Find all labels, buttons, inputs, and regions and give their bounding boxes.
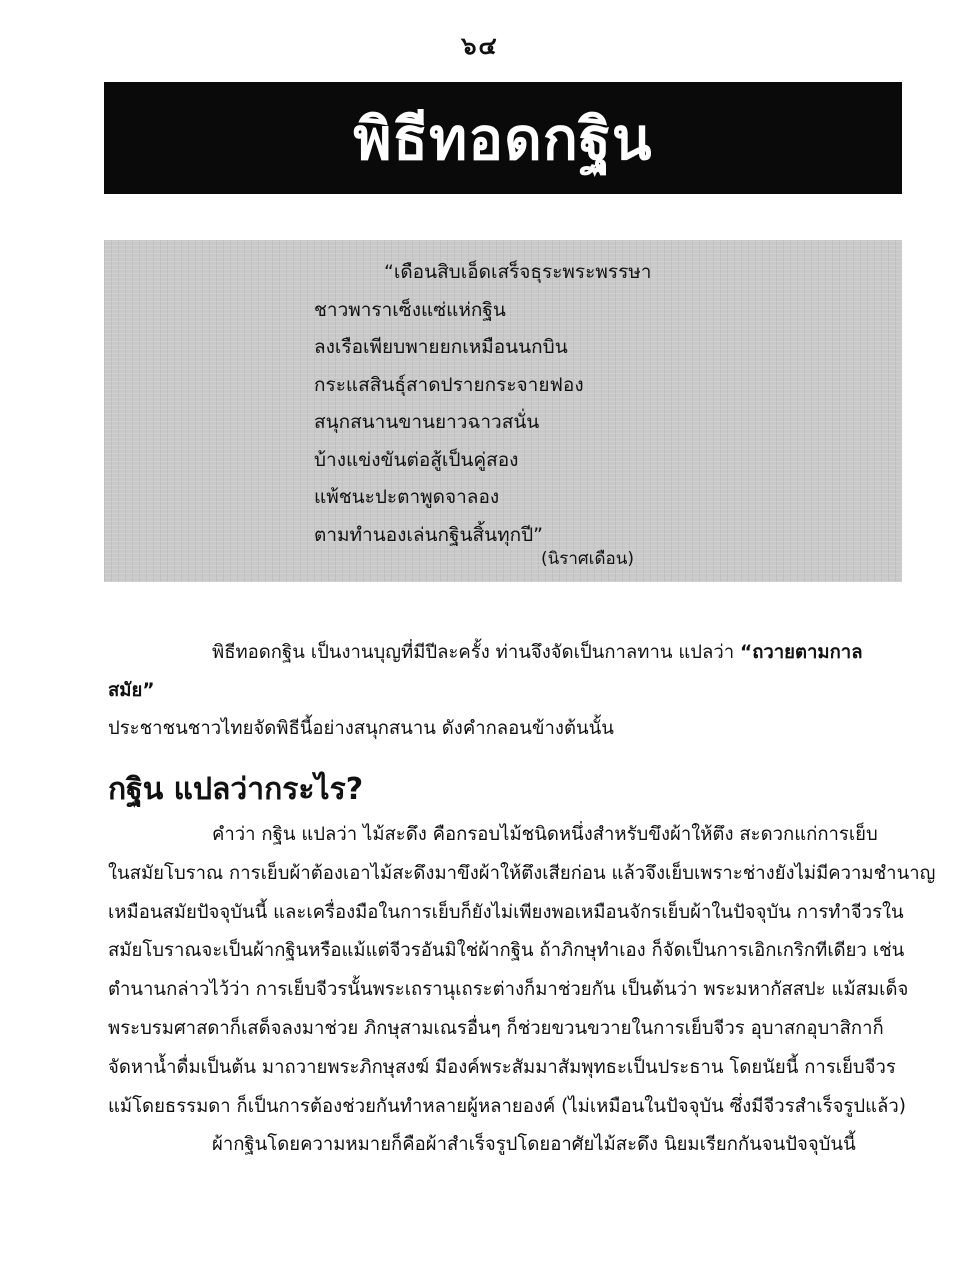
body-line: จัดหาน้ำดื่มเป็นต้น มาถวายพระภิกษุสงฆ์ มีองค์พระสัมมาสัมพุทธะเป็นประธาน โดยนัยนี้ การเย็บจีวร (108, 1056, 896, 1078)
poem-line: ชาวพาราเซ็งแซ่แห่กฐิน (314, 298, 506, 321)
body-line-text: ผ้ากฐินโดยความหมายก็คือผ้าสำเร็จรูปโดยอาศัยไม้สะดึง นิยมเรียกกันจนปัจจุบันนี้ (212, 1134, 856, 1156)
body-line (108, 1126, 900, 1165)
poem-line: แพ้ชนะปะตาพูดจาลอง (314, 486, 500, 508)
page-number: ๖๔ (461, 32, 499, 60)
body-line: ในสมัยโบราณ การเย็บผ้าต้องเอาไม้สะดึงมาขึงผ้าให้ตึงเสียก่อน แล้วจึงเย็บเพราะช่างยังไม่มีความชำนาญ (108, 862, 936, 884)
poem-box (104, 240, 902, 582)
body-line: ตำนานกล่าวไว้ว่า การเย็บจีวรนั้นพระเถรานุเถระต่างก็มาช่วยกัน เป็นต้นว่า พระมหากัสสปะ แม้สมเด็จ (108, 979, 909, 1001)
poem-line: “เดือนสิบเอ็ดเสร็จธุระพระพรรษา (384, 261, 652, 283)
intro-paragraph (108, 634, 900, 748)
body-line: แม้โดยธรรมดา ก็เป็นการต้องช่วยกันทำหลายผู้หลายองค์ (ไม่เหมือนในปัจจุบัน ซึ่งมีจีวรสำเร็จรูปแล้ว) (108, 1095, 906, 1117)
poem-line: ลงเรือเพียบพายยกเหมือนนกบิน (314, 336, 568, 358)
poem-line: บ้างแข่งขันต่อสู้เป็นคู่สอง (314, 448, 519, 471)
title-banner (104, 82, 902, 194)
poem-line: สนุกสนานขานยาวฉาวสนั่น (314, 411, 540, 433)
body-line (108, 816, 900, 855)
body-line: สมัยโบราณจะเป็นผ้ากฐินหรือแม้แต่จีวรอันมิใช่ผ้ากฐิน ถ้าภิกษุทำเอง ก็จัดเป็นการเอิกเกริกทีเดียว เช่น (108, 940, 905, 962)
poem-line: กระแสสินธุ์สาดปรายกระจายฟอง (314, 373, 584, 396)
poem-source: (นิราศเดือน) (540, 549, 634, 569)
body-line-text: คำว่า กฐิน แปลว่า ไม้สะดึง คือกรอบไม้ชนิดหนึ่งสำหรับขึงผ้าให้ตึง สะดวกแก่การเย็บ (212, 824, 878, 845)
body-line: พระบรมศาสดาก็เสด็จลงมาช่วย ภิกษุสามเณรอื่นๆ ก็ช่วยขวนขวายในการเย็บจีวร อุบาสกอุบาสิกาก็ (108, 1017, 884, 1039)
section-heading: กฐิน แปลว่ากระไร? (108, 772, 364, 807)
poem-line: ตามทำนองเล่นกฐินสิ้นทุกปี” (314, 523, 544, 546)
poem-lines (314, 254, 651, 554)
intro-emphasis: “ถวายตามกาลสมัย” (108, 642, 863, 701)
page-title: พิธีทอดกฐิน (353, 104, 653, 173)
intro-text: พิธีทอดกฐิน เป็นงานบุญที่มีปีละครั้ง ท่านจึงจัดเป็นกาลทาน แปลว่า (212, 642, 741, 663)
body-line: เหมือนสมัยปัจจุบันนี้ และเครื่องมือในการเย็บก็ยังไม่เพียงพอเหมือนจักรเย็บผ้าในปัจจุบัน การทำจีวรใน (108, 901, 904, 923)
intro-text: ประชาชนชาวไทยจัดพิธีนี้อย่างสนุกสนาน ดังคำกลอนข้างต้นนั้น (108, 718, 614, 739)
section-body (108, 816, 936, 1165)
